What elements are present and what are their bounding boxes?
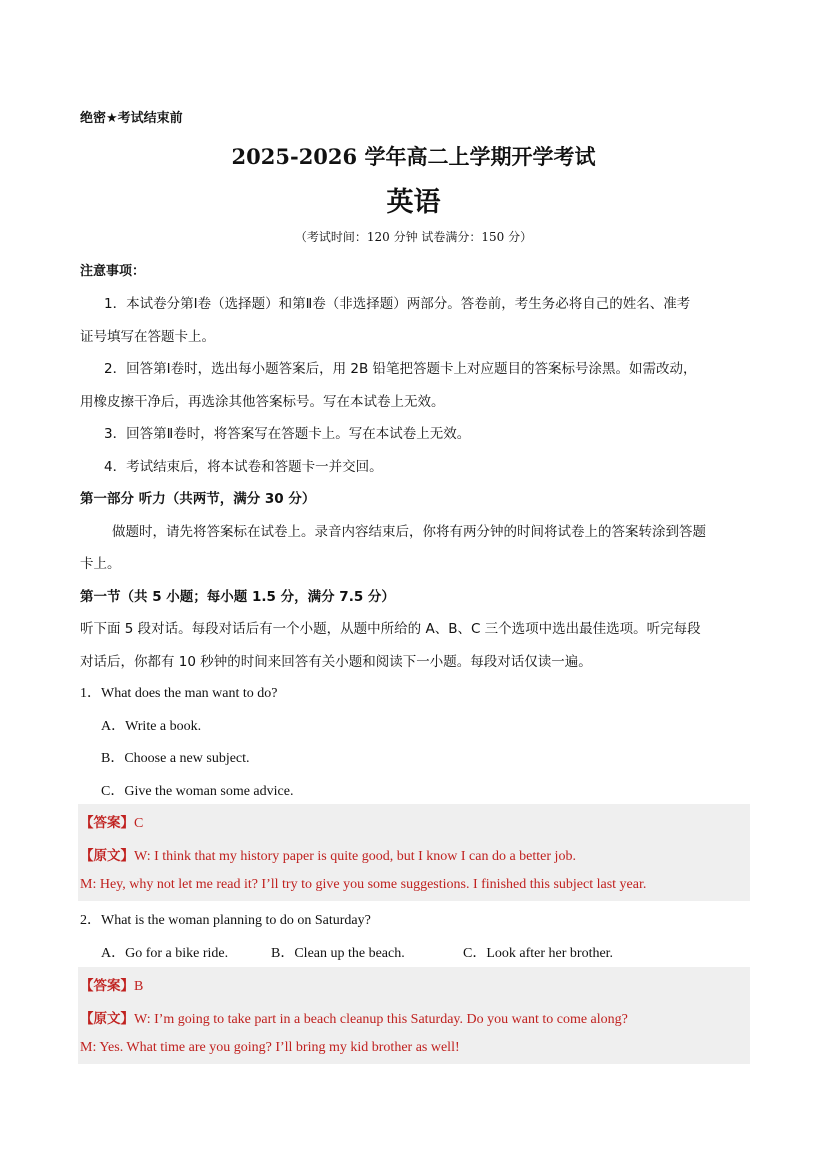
notice-heading: 注意事项： bbox=[80, 264, 146, 279]
notice-item-1-line-1: 1．本试卷分第Ⅰ卷（选择题）和第Ⅱ卷（非选择题）两部分。答卷前，考生务必将自己的姓名、准考 bbox=[104, 296, 691, 312]
question-1-answer bbox=[80, 811, 143, 832]
answer-label: 【答案】 bbox=[80, 978, 134, 994]
question-2-option-c: C．Look after her brother. bbox=[463, 946, 614, 961]
subject-title: 英语 bbox=[386, 187, 441, 218]
answer-label: 【答案】 bbox=[80, 815, 134, 831]
notice-item-2-line-2: 用橡皮擦干净后，再选涂其他答案标号。写在本试卷上无效。 bbox=[80, 394, 445, 410]
answer-value: B bbox=[134, 979, 144, 994]
question-2-answer bbox=[80, 974, 143, 995]
confidential-label: 绝密★考试结束前 bbox=[80, 111, 183, 126]
part1-heading: 第一部分 听力（共两节，满分 30 分） bbox=[80, 491, 316, 507]
question-1-option-c: C．Give the woman some advice. bbox=[101, 784, 294, 799]
transcript-label: 【原文】 bbox=[80, 1011, 134, 1027]
question-1-option-b: B．Choose a new subject. bbox=[101, 751, 250, 766]
notice-item-2-line-1: 2．回答第Ⅰ卷时，选出每小题答案后，用 2B 铅笔把答题卡上对应题目的答案标号涂黑。如需改动， bbox=[104, 361, 697, 377]
question-1-option-a: A．Write a book. bbox=[101, 719, 202, 734]
part1-intro-line-1: 做题时，请先将答案标在试卷上。录音内容结束后，你将有两分钟的时间将试卷上的答案转涂到答题 bbox=[112, 524, 706, 540]
question-2-option-a: A．Go for a bike ride. bbox=[101, 946, 229, 961]
notice-item-4: 4．考试结束后，将本试卷和答题卡一并交回。 bbox=[104, 459, 383, 475]
question-1-stem: 1．What does the man want to do? bbox=[80, 686, 278, 701]
question-2-stem: 2．What is the woman planning to do on Saturday? bbox=[80, 913, 371, 928]
transcript-label: 【原文】 bbox=[80, 848, 134, 864]
question-1-transcript-line-2: M: Hey, why not let me read it? I’ll try to give you some suggestions. I finished this subject last year. bbox=[80, 877, 647, 892]
question-1-transcript-line-1 bbox=[80, 844, 576, 865]
part1-intro-line-2: 卡上。 bbox=[80, 556, 121, 572]
section1-heading: 第一节（共 5 小题；每小题 1.5 分，满分 7.5 分） bbox=[80, 589, 395, 605]
notice-item-1-line-2: 证号填写在答题卡上。 bbox=[80, 329, 215, 345]
question-2-transcript-line-1 bbox=[80, 1007, 628, 1028]
transcript-text: W: I think that my history paper is quite good, but I know I can do a better job. bbox=[134, 849, 576, 864]
question-2-transcript-line-2: M: Yes. What time are you going? I’ll bring my kid brother as well! bbox=[80, 1040, 460, 1055]
notice-item-3: 3．回答第Ⅱ卷时，将答案写在答题卡上。写在本试卷上无效。 bbox=[104, 426, 471, 442]
question-2-option-b: B．Clean up the beach. bbox=[271, 946, 405, 961]
section1-intro-line-2: 对话后，你都有 10 秒钟的时间来回答有关小题和阅读下一小题。每段对话仅读一遍。 bbox=[80, 654, 592, 670]
answer-value: C bbox=[134, 816, 144, 831]
exam-title: 2025-2026 学年高二上学期开学考试 bbox=[231, 144, 596, 169]
exam-time-info: （考试时间：120 分钟 试卷满分：150 分） bbox=[294, 230, 533, 244]
transcript-text: W: I’m going to take part in a beach cleanup this Saturday. Do you want to come along? bbox=[134, 1012, 628, 1027]
section1-intro-line-1: 听下面 5 段对话。每段对话后有一个小题，从题中所给的 A、B、C 三个选项中选出最佳选项。听完每段 bbox=[80, 621, 701, 637]
